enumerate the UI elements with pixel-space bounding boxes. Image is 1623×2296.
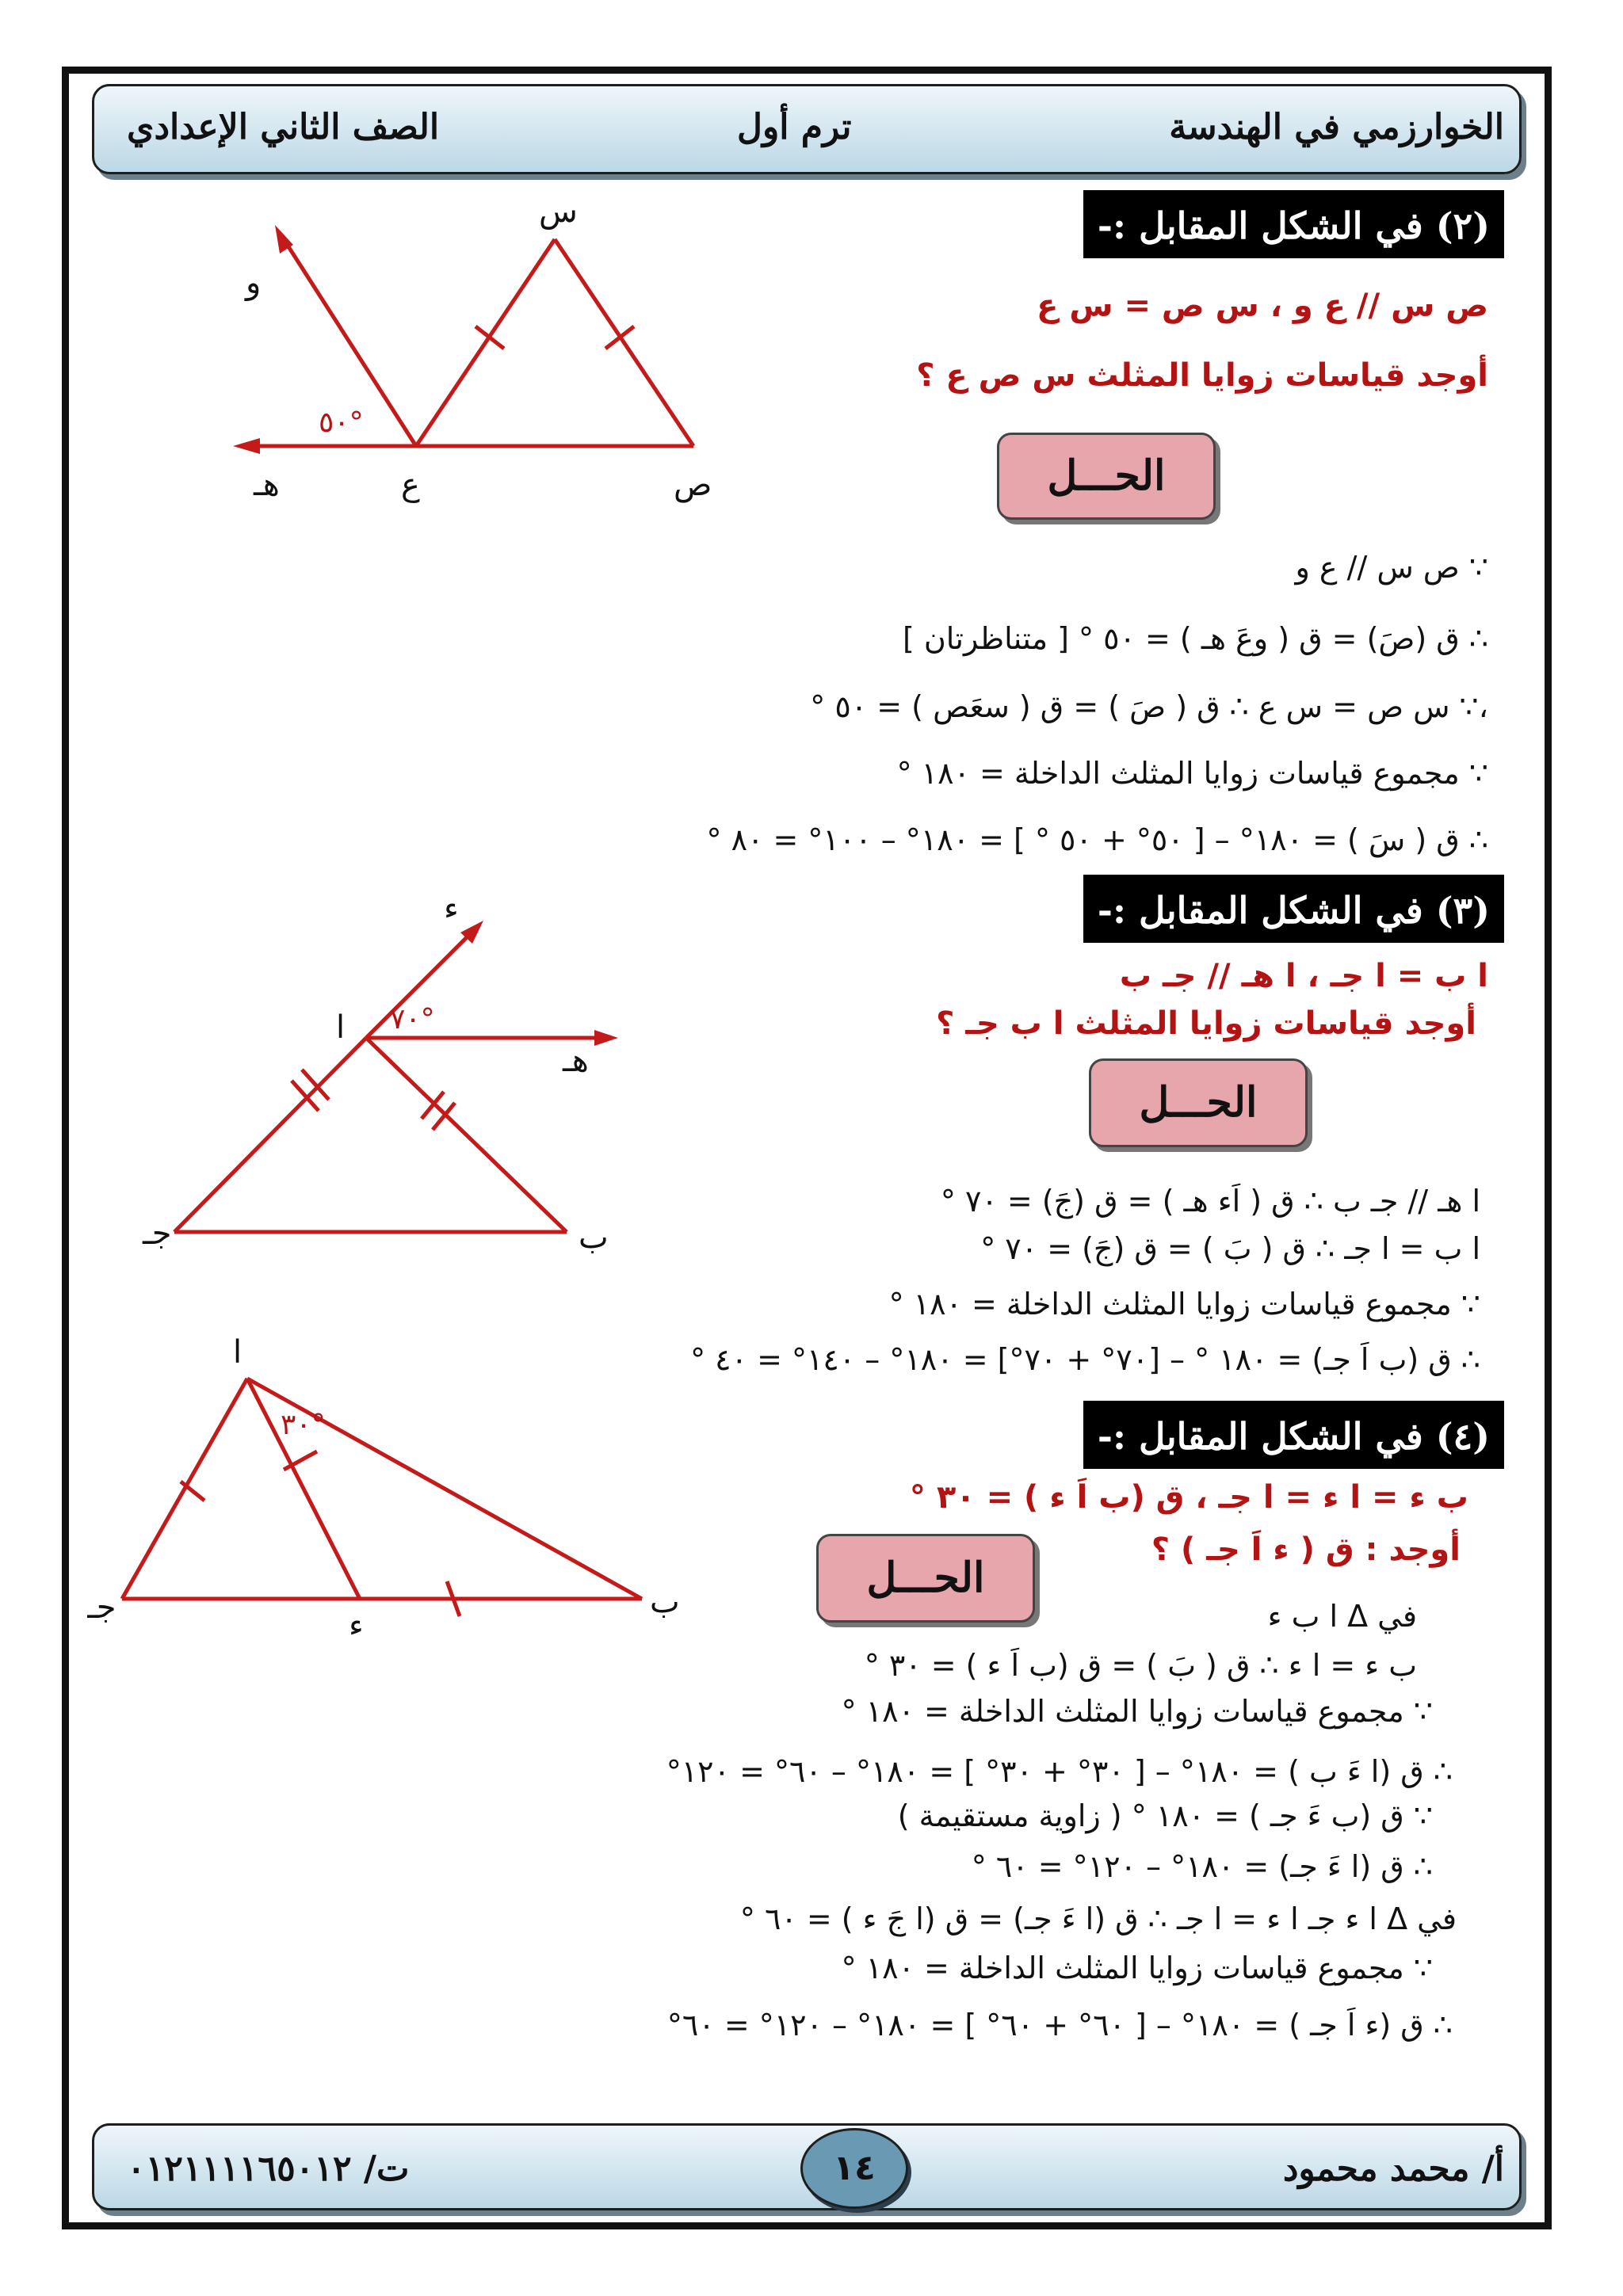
author-name: أ/ محمد محمود — [1282, 2149, 1504, 2189]
q2-line-4: ∵ مجموع قياسات زوايا المثلث الداخلة = ١٨٠ ° — [896, 756, 1488, 791]
phone-number: ت/ ٠١٢١١١١٦٥٠١٢ — [127, 2149, 410, 2189]
q3-label-j: جـ — [143, 1215, 172, 1252]
page-number: ١٤ — [800, 2128, 908, 2209]
q4-line-2: ب ء = ا ء ∴ ق ( بَ ) = ق (ب اَ ء ) = ٣٠ ° — [864, 1648, 1417, 1683]
q4-figure — [87, 1315, 705, 1640]
q2-label-ain: ع — [401, 467, 420, 503]
q4-line-1: في Δ ا ب ء — [1267, 1599, 1417, 1634]
q4-line-5: ∵ ق (ب ءَ جـ ) = ١٨٠ ° ( زاوية مستقيمة ) — [897, 1798, 1433, 1833]
q2-title: (٢) في الشكل المقابل :- — [1083, 190, 1504, 258]
q4-line-9: ∴ ق (ء اَ جـ ) = ١٨٠° – [ ٦٠° + ٦٠° ] = ١٨٠° – ١٢٠° = ٦٠° — [666, 2008, 1453, 2042]
q2-label-w: و — [246, 265, 262, 301]
q2-line-2: ∴ ق (صَ) = ق ( وعَ هـ ) = ٥٠ ° [ متناظرتان ] — [903, 621, 1488, 656]
q3-line-4: ∴ ق (ب اَ جـ) = ١٨٠ ° – [٧٠° + ٧٠°] = ١٨٠° – ١٤٠° = ٤٠ ° — [690, 1342, 1480, 1377]
q3-title: (٣) في الشكل المقابل :- — [1083, 875, 1504, 943]
q3-angle-70: ٧٠° — [390, 1003, 435, 1035]
grade-label: الصف الثاني الإعدادي — [127, 107, 440, 147]
q4-label-a: ا — [233, 1334, 242, 1371]
q3-line-2: ا ب = ا جـ ∴ ق ( بَ ) = ق (جَ) = ٧٠ ° — [980, 1231, 1480, 1266]
book-title: الخوارزمي في الهندسة — [1169, 107, 1504, 147]
q2-line-3: ،∵ س ص = س ع ∴ ق ( صَ ) = ق ( سعَص ) = ٥٠ ° — [810, 689, 1488, 724]
q3-label-h: هـ — [563, 1043, 589, 1079]
term-label: ترم أول — [737, 107, 852, 147]
q4-given: ب ء = ا ء = ا جـ ، ق (ب اَ ء ) = ٣٠ ° — [909, 1479, 1468, 1516]
q4-label-d: ء — [349, 1608, 364, 1640]
q2-figure — [214, 190, 753, 515]
q3-line-3: ∵ مجموع قياسات زوايا المثلث الداخلة = ١٨٠ ° — [888, 1287, 1480, 1322]
q4-line-3: ∵ مجموع قياسات زوايا المثلث الداخلة = ١٨٠ ° — [841, 1694, 1433, 1729]
q2-angle-50: ٥٠° — [319, 406, 364, 439]
q3-figure — [135, 887, 642, 1268]
q3-label-d: ء — [444, 891, 459, 927]
q4-line-8: ∵ مجموع قياسات زوايا المثلث الداخلة = ١٨٠ ° — [841, 1951, 1433, 1985]
q2-label-h: هـ — [254, 467, 280, 503]
q3-task: أوجد قياسات زوايا المثلث ا ب جـ ؟ — [936, 1005, 1476, 1042]
q2-label-sad: ص — [674, 467, 712, 503]
q2-task: أوجد قياسات زوايا المثلث س ص ع ؟ — [916, 357, 1488, 394]
q4-line-4: ∴ ق (ا ءَ ب ) = ١٨٠° – [ ٣٠° + ٣٠° ] = ١٨٠° – ٦٠° = ١٢٠° — [666, 1754, 1453, 1789]
q3-given: ا ب = ا جـ ، ا هـ // جـ ب — [1119, 958, 1488, 994]
q4-angle-30: ٣٠° — [281, 1409, 326, 1441]
q4-title: (٤) في الشكل المقابل :- — [1083, 1401, 1504, 1469]
q4-line-7: في Δ ا ء جـ ا ء = ا جـ ∴ ق (ا ءَ جـ) = ق (ا جَ ء ) = ٦٠ ° — [739, 1901, 1457, 1936]
q4-label-j: جـ — [87, 1589, 116, 1626]
q4-label-b: ب — [650, 1584, 680, 1620]
q2-line-5: ∴ ق ( سَ ) = ١٨٠° – [ ٥٠° + ٥٠ ° ] = ١٨٠° – ١٠٠° = ٨٠ ° — [706, 822, 1488, 857]
q2-label-s: س — [539, 193, 578, 230]
q3-label-a: ا — [336, 1009, 346, 1046]
q4-task: أوجد : ق ( ء اَ جـ ) ؟ — [1151, 1531, 1461, 1568]
q4-line-6: ∴ ق (ا ءَ جـ) = ١٨٠° – ١٢٠° = ٦٠ ° — [971, 1849, 1433, 1884]
q3-label-b: ب — [579, 1219, 609, 1256]
q2-given: ص س // ع و ، س ص = س ع — [1037, 288, 1488, 324]
q3-line-1: ا هـ // جـ ب ∴ ق ( اَء هـ ) = ق (جَ) = ٧٠ ° — [940, 1184, 1480, 1219]
q3-solution-button[interactable]: الحـــل — [1089, 1058, 1308, 1147]
q4-solution-button[interactable]: الحـــل — [816, 1534, 1035, 1623]
q2-solution-button[interactable]: الحـــل — [997, 433, 1216, 520]
q2-line-1: ∵ ص س // ع و — [1295, 550, 1488, 585]
